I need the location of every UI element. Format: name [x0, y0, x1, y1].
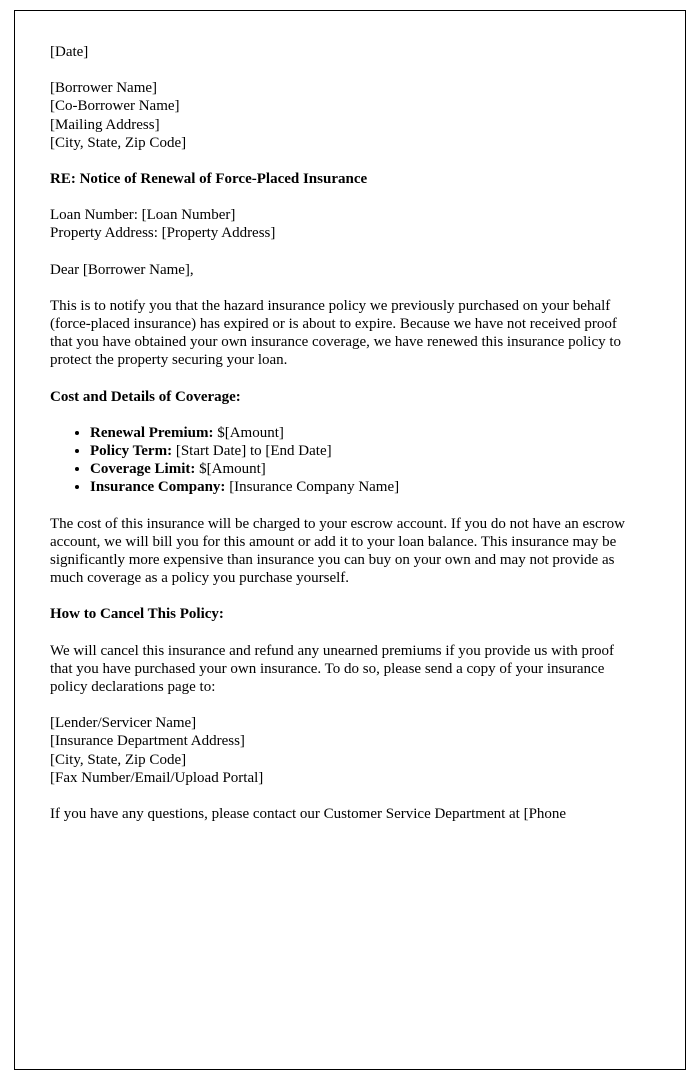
coverage-details-list — [50, 424, 637, 497]
recipient-city-state-zip-line: [City, State, Zip Code] — [50, 134, 187, 151]
coverage-item-coverage-limit — [90, 460, 637, 478]
coverage-item-insurance-company — [90, 478, 637, 496]
coverage-item-label: Insurance Company: — [90, 479, 226, 496]
recipient-coborrower-line: [Co-Borrower Name] — [50, 98, 180, 115]
cancel-heading: How to Cancel This Policy: — [50, 606, 224, 623]
letter-page — [14, 10, 686, 1070]
notice-paragraph: This is to notify you that the hazard insurance policy we previously purchased on your behalf (force-placed insurance) has expired or is about to expire. Because we have not received proof that you have obtained your own insurance coverage, we have renewed this insurance policy to protect the property securing your loan. — [50, 297, 622, 369]
date-line: [Date] — [50, 44, 89, 60]
lender-department-address-line: [Insurance Department Address] — [50, 733, 245, 750]
coverage-item-value: $[Amount] — [195, 461, 266, 478]
recipient-address-block — [50, 79, 637, 152]
questions-paragraph: If you have any questions, please contact our Customer Service Department at [Phone — [50, 806, 567, 823]
cost-paragraph: The cost of this insurance will be charged to your escrow account. If you do not have an escrow account, we will bill you for this amount or add it to your loan balance. This insurance may be significantly more expensive than insurance you can buy on your own and may not provide as much coverage as a policy you purchase yourself. — [50, 515, 625, 587]
lender-contact-line: [Fax Number/Email/Upload Portal] — [50, 769, 264, 786]
coverage-item-value: [Start Date] to [End Date] — [172, 443, 332, 460]
cancel-paragraph: We will cancel this insurance and refund any unearned premiums if you provide us with proof that you have purchased your own insurance. To do so, please send a copy of your insurance policy declarations page to: — [50, 642, 615, 696]
recipient-name-line: [Borrower Name] — [50, 80, 158, 97]
coverage-item-label: Renewal Premium: — [90, 424, 214, 441]
coverage-item-value: $[Amount] — [213, 424, 284, 441]
coverage-item-label: Coverage Limit: — [90, 461, 196, 478]
subject-line: RE: Notice of Renewal of Force-Placed Insurance — [50, 171, 368, 188]
property-address-line: Property Address: [Property Address] — [50, 225, 276, 242]
coverage-item-label: Policy Term: — [90, 443, 173, 460]
loan-info-block — [50, 206, 637, 242]
coverage-item-value: [Insurance Company Name] — [225, 479, 400, 496]
lender-name-line: [Lender/Servicer Name] — [50, 715, 197, 732]
lender-city-state-zip-line: [City, State, Zip Code] — [50, 751, 187, 768]
loan-number-line: Loan Number: [Loan Number] — [50, 207, 236, 224]
lender-address-block — [50, 714, 637, 787]
salutation-line: Dear [Borrower Name], — [50, 261, 194, 278]
coverage-item-policy-term — [90, 442, 637, 460]
coverage-item-renewal-premium — [90, 424, 637, 442]
coverage-heading: Cost and Details of Coverage: — [50, 388, 241, 405]
recipient-mailing-address-line: [Mailing Address] — [50, 116, 160, 133]
